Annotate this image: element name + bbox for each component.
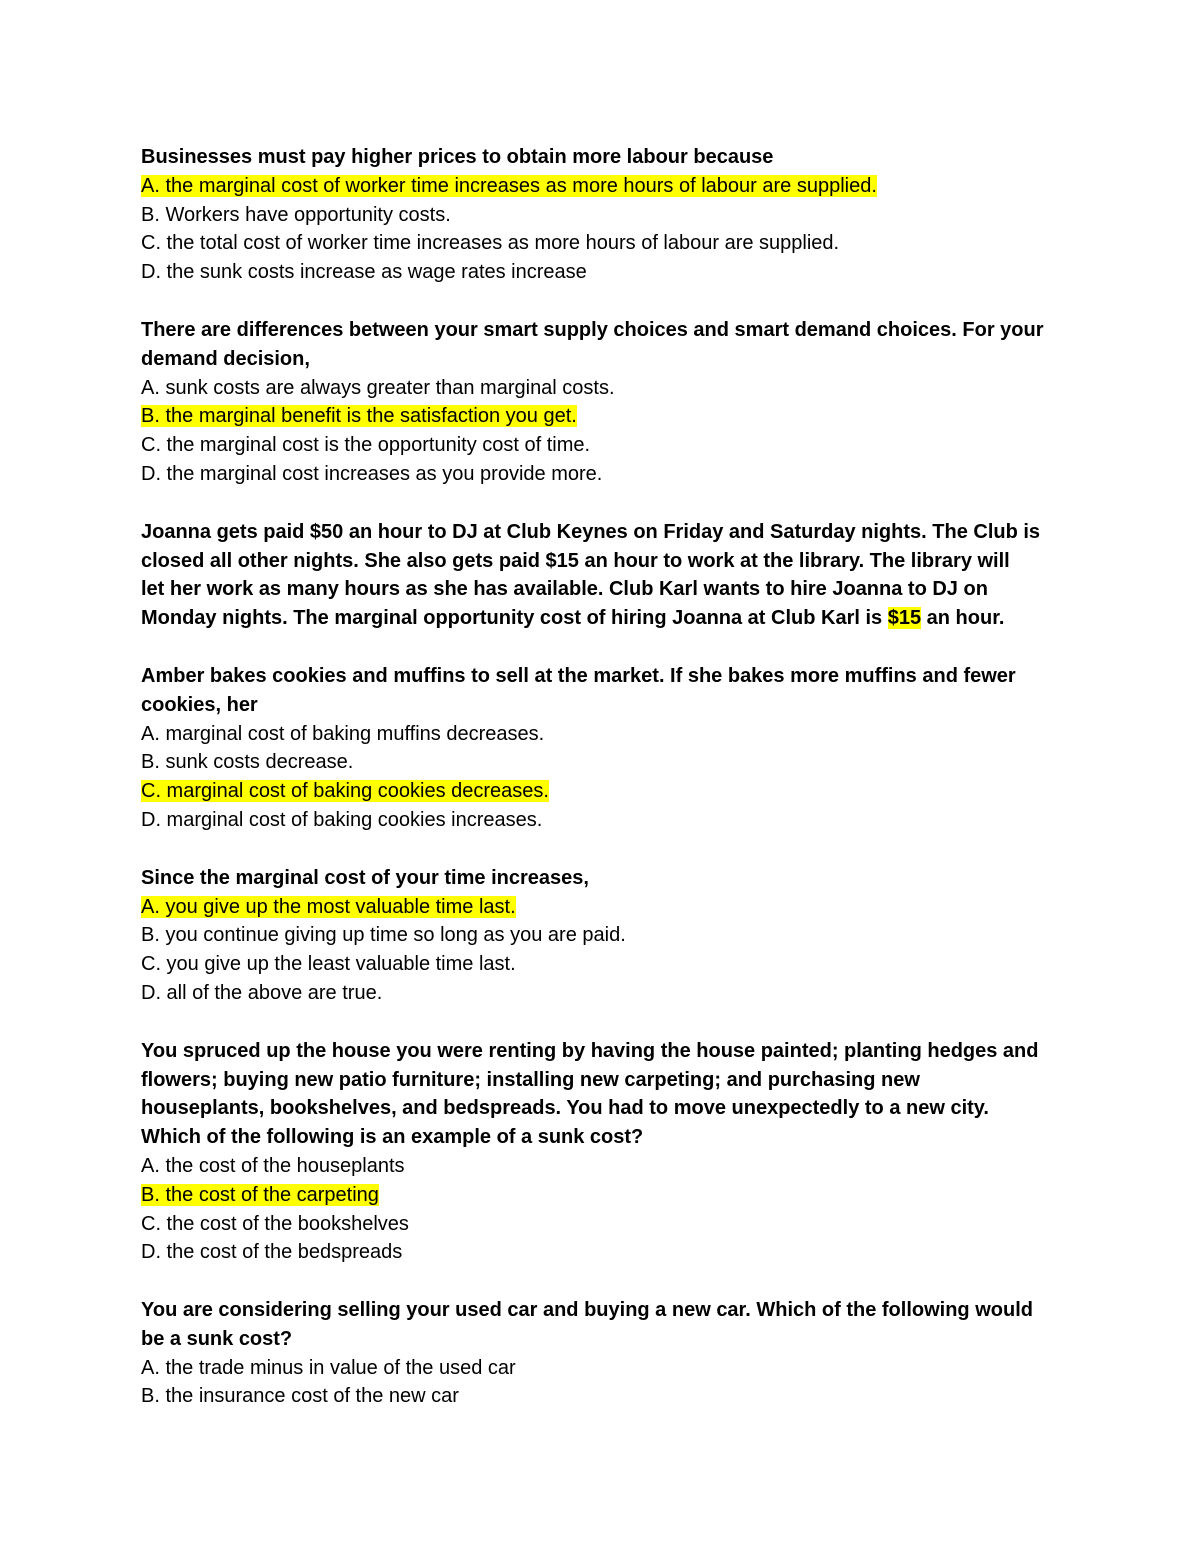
answer-option-b (141, 1181, 1071, 1210)
highlighted-answer: $15 (887, 607, 922, 630)
answer-option-d: D. all of the above are true. (141, 981, 383, 1004)
answer-option-b: B. the insurance cost of the new car (141, 1385, 459, 1408)
highlighted-answer: B. the cost of the carpeting (141, 1183, 379, 1206)
question-1 (141, 143, 1071, 287)
stem-line: be a sunk cost? (141, 1327, 293, 1350)
answer-option-d: D. marginal cost of baking cookies increases. (141, 808, 543, 831)
question-7 (141, 1296, 1071, 1411)
question-stem (141, 316, 1071, 374)
answer-option-b: B. sunk costs decrease. (141, 751, 354, 774)
answer-option-b: B. Workers have opportunity costs. (141, 203, 451, 226)
answer-option-c: C. the marginal cost is the opportunity cost of time. (141, 434, 591, 457)
question-stem (141, 1037, 1071, 1152)
stem-line: houseplants, bookshelves, and bedspreads. You had to move unexpectedly to a new city. (141, 1097, 989, 1120)
stem-text: an hour. (921, 607, 1005, 630)
question-stem (141, 1296, 1071, 1354)
highlighted-answer: A. you give up the most valuable time last. (141, 895, 516, 918)
answer-option-b: B. you continue giving up time so long as you are paid. (141, 924, 626, 947)
stem-line: You are considering selling your used car and buying a new car. Which of the following would (141, 1299, 1033, 1322)
answer-option-a: A. the cost of the houseplants (141, 1154, 405, 1177)
highlighted-answer: A. the marginal cost of worker time increases as more hours of labour are supplied. (141, 174, 877, 197)
answer-option-c (141, 777, 1071, 806)
answer-option-a: A. the trade minus in value of the used car (141, 1356, 516, 1379)
question-stem (141, 143, 1071, 172)
answer-option-a: A. sunk costs are always greater than marginal costs. (141, 376, 615, 399)
stem-line: demand decision, (141, 347, 310, 370)
stem-line: closed all other nights. She also gets paid $15 an hour to work at the library. The library will (141, 549, 1010, 572)
stem-line-with-answer (141, 604, 1071, 633)
stem-line: You spruced up the house you were renting by having the house painted; planting hedges and (141, 1039, 1039, 1062)
answer-option-c: C. the total cost of worker time increases as more hours of labour are supplied. (141, 232, 840, 255)
question-6 (141, 1037, 1071, 1267)
question-stem (141, 518, 1071, 633)
highlighted-answer: B. the marginal benefit is the satisfaction you get. (141, 405, 577, 428)
stem-line: cookies, her (141, 693, 258, 716)
answer-option-a (141, 172, 1071, 201)
answer-option-d: D. the cost of the bedspreads (141, 1241, 403, 1264)
stem-line: flowers; buying new patio furniture; installing new carpeting; and purchasing new (141, 1068, 920, 1091)
stem-line: Since the marginal cost of your time increases, (141, 866, 589, 889)
answer-option-a (141, 893, 1071, 922)
document-page (141, 143, 1071, 1440)
stem-line: Businesses must pay higher prices to obtain more labour because (141, 146, 774, 168)
stem-text: Monday nights. The marginal opportunity cost of hiring Joanna at Club Karl is (141, 607, 888, 630)
question-3 (141, 518, 1071, 633)
answer-option-b (141, 402, 1071, 431)
highlighted-answer: C. marginal cost of baking cookies decreases. (141, 780, 549, 803)
stem-line: Joanna gets paid $50 an hour to DJ at Club Keynes on Friday and Saturday nights. The Club is (141, 520, 1041, 543)
stem-line: Amber bakes cookies and muffins to sell at the market. If she bakes more muffins and fewer (141, 664, 1016, 687)
answer-option-d: D. the marginal cost increases as you provide more. (141, 462, 603, 485)
answer-option-c: C. the cost of the bookshelves (141, 1212, 409, 1235)
question-5 (141, 864, 1071, 1008)
answer-option-d: D. the sunk costs increase as wage rates increase (141, 261, 587, 284)
question-stem (141, 864, 1071, 893)
stem-line: let her work as many hours as she has available. Club Karl wants to hire Joanna to DJ on (141, 578, 988, 601)
question-stem (141, 662, 1071, 720)
stem-line: Which of the following is an example of a sunk cost? (141, 1126, 644, 1149)
question-2 (141, 316, 1071, 489)
answer-option-a: A. marginal cost of baking muffins decreases. (141, 722, 545, 745)
question-4 (141, 662, 1071, 835)
stem-line: There are differences between your smart supply choices and smart demand choices. For your (141, 318, 1044, 341)
answer-option-c: C. you give up the least valuable time last. (141, 953, 516, 976)
